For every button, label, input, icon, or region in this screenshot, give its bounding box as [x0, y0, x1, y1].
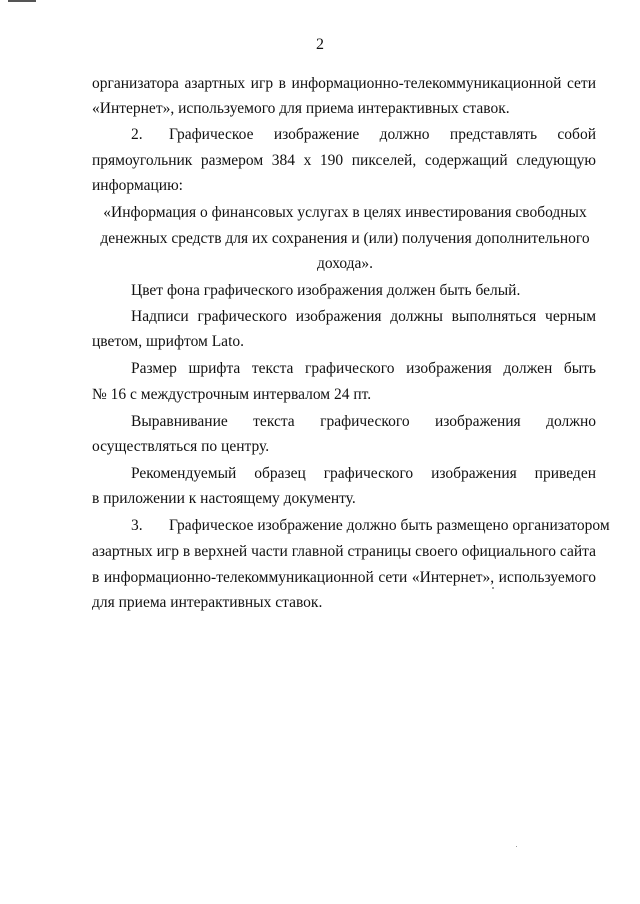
quote-line-3: дохода». — [316, 255, 374, 272]
text-line-background: Цвет фона графического изображения должен быть белый. — [131, 282, 521, 299]
text-line-center: осуществляться по центру. — [92, 438, 270, 455]
scan-speck — [492, 587, 494, 589]
text-line-placement: Графическое изображение должно быть размещено организатором — [169, 517, 610, 534]
text-line-5: информацию: — [92, 177, 183, 194]
text-line-site: азартных игр в верхней части главной страницы своего официального сайта — [92, 543, 596, 560]
scan-speck — [516, 846, 517, 847]
text-line-final: для приема интерактивных ставок. — [92, 594, 323, 611]
text-line-interval: № 16 с междустрочным интервалом 24 пт. — [92, 386, 372, 403]
text-line-sample: Рекомендуемый образец графического изображения приведен — [131, 465, 596, 482]
scan-corner-mark — [8, 0, 36, 2]
page-number: 2 — [316, 36, 324, 53]
quote-line-2: денежных средств для их сохранения и (или) получения дополнительного — [100, 230, 590, 247]
text-line-1: организатора азартных игр в информационно-телекоммуникационной сети — [92, 75, 596, 92]
text-line-appendix: в приложении к настоящему документу. — [92, 490, 356, 507]
paragraph-number-2: 2. — [131, 126, 143, 143]
text-line-4: прямоугольник размером 384 х 190 пикселей, содержащий следующую — [92, 152, 596, 169]
text-line-network: в информационно-телекоммуникационной сети «Интернет», используемого — [92, 569, 596, 586]
text-line-3: Графическое изображение должно представлять собой — [169, 126, 596, 143]
text-line-alignment: Выравнивание текста графического изображения должно — [131, 413, 596, 430]
text-line-font: цветом, шрифтом Lato. — [92, 333, 244, 350]
quote-line-1: «Информация о финансовых услугах в целях инвестирования свободных — [103, 204, 587, 221]
text-line-2: «Интернет», используемого для приема интерактивных ставок. — [92, 100, 510, 117]
text-line-size: Размер шрифта текста графического изображения должен быть — [131, 360, 596, 377]
paragraph-number-3: 3. — [131, 517, 143, 534]
text-line-inscriptions: Надписи графического изображения должны выполняться черным — [131, 308, 596, 325]
